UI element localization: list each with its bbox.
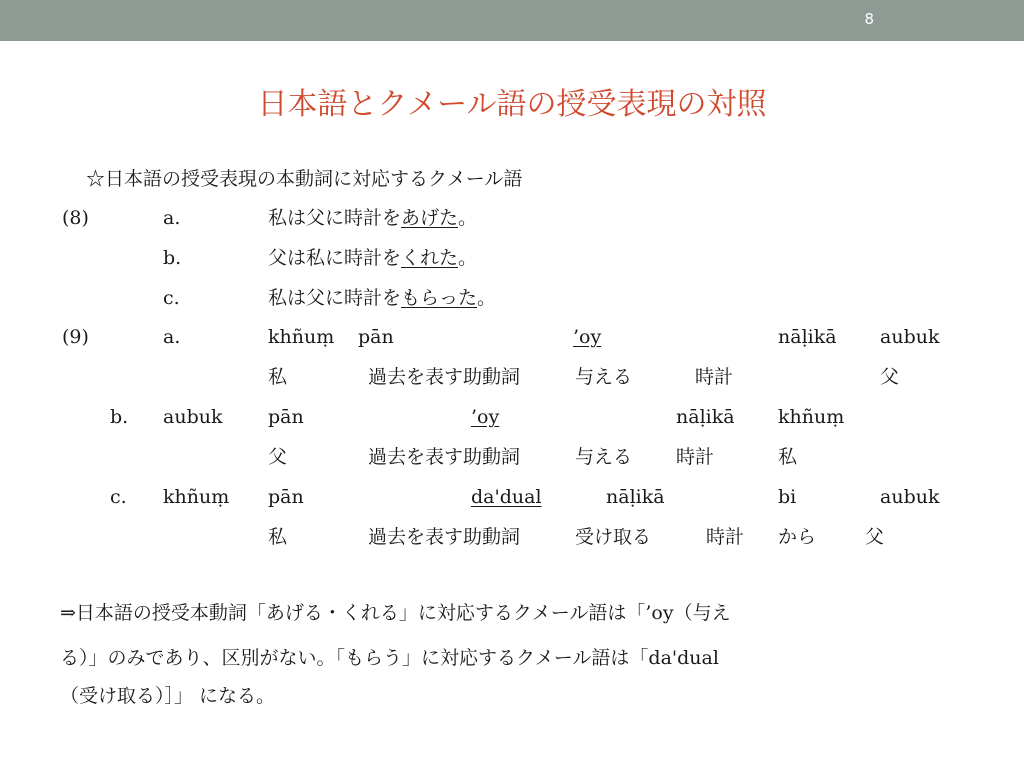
example-8a-label: a. bbox=[163, 207, 181, 229]
intro-line: ☆日本語の授受表現の本動詞に対応するクメール語 bbox=[86, 168, 523, 190]
sentence-text: 私は父に時計を bbox=[268, 207, 402, 229]
gloss-word: 過去を表す助動詞 bbox=[368, 366, 521, 388]
example-9-number: (9) bbox=[62, 326, 89, 348]
conclusion-line-1: ⇒日本語の授受本動詞「あげる・くれる」に対応するクメール語は「’oy（与え bbox=[60, 602, 731, 624]
sentence-text: 父は私に時計を bbox=[268, 247, 402, 269]
khmer-word: nāḷikā bbox=[606, 486, 665, 508]
gloss-word: から bbox=[778, 526, 817, 548]
gloss-word: 時計 bbox=[706, 526, 745, 548]
gloss-word: 与える bbox=[575, 446, 633, 468]
gloss-word: 父 bbox=[268, 446, 288, 468]
khmer-word: khñuṃ bbox=[163, 486, 230, 508]
sentence-end: 。 bbox=[477, 287, 497, 309]
example-9b-label: b. bbox=[110, 406, 129, 428]
khmer-word: pān bbox=[358, 326, 394, 348]
gloss-word: 与える bbox=[575, 366, 633, 388]
underlined-verb: くれた bbox=[401, 247, 459, 269]
example-9c-label: c. bbox=[110, 486, 127, 508]
gloss-word: 受け取る bbox=[575, 526, 652, 548]
slide-title: 日本語とクメール語の授受表現の対照 bbox=[257, 87, 767, 122]
khmer-word: aubuk bbox=[880, 326, 940, 348]
example-8a-sentence bbox=[268, 206, 477, 230]
conclusion-line-2: る）」のみであり、区別がない。「もらう」に対応するクメール語は「da'dual bbox=[60, 647, 719, 669]
example-8c-sentence bbox=[268, 286, 496, 310]
khmer-word-underlined: da'dual bbox=[471, 486, 542, 508]
khmer-word: aubuk bbox=[163, 406, 223, 428]
khmer-word: aubuk bbox=[880, 486, 940, 508]
khmer-word-underlined: ’oy bbox=[471, 406, 500, 428]
khmer-word: bi bbox=[778, 486, 797, 508]
underlined-verb: あげた bbox=[401, 207, 459, 229]
khmer-word: khñuṃ bbox=[778, 406, 845, 428]
page-number: 8 bbox=[864, 10, 874, 28]
header-bar bbox=[0, 0, 1024, 41]
gloss-word: 過去を表す助動詞 bbox=[368, 446, 521, 468]
khmer-word: pān bbox=[268, 406, 304, 428]
sentence-text: 私は父に時計を bbox=[268, 287, 402, 309]
example-8-number: (8) bbox=[62, 207, 89, 229]
gloss-word: 過去を表す助動詞 bbox=[368, 526, 521, 548]
gloss-word: 私 bbox=[778, 446, 798, 468]
gloss-word: 父 bbox=[865, 526, 885, 548]
conclusion-line-3: （受け取る）］」 になる。 bbox=[60, 685, 276, 707]
khmer-word: pān bbox=[268, 486, 304, 508]
sentence-end: 。 bbox=[458, 207, 478, 229]
gloss-word: 時計 bbox=[676, 446, 715, 468]
underlined-verb: もらった bbox=[401, 287, 478, 309]
khmer-word: khñuṃ bbox=[268, 326, 335, 348]
example-9a-label: a. bbox=[163, 326, 181, 348]
khmer-word: nāḷikā bbox=[676, 406, 735, 428]
gloss-word: 私 bbox=[268, 526, 288, 548]
example-8b-sentence bbox=[268, 246, 477, 270]
gloss-word: 父 bbox=[880, 366, 900, 388]
khmer-word: nāḷikā bbox=[778, 326, 837, 348]
example-8c-label: c. bbox=[163, 287, 180, 309]
gloss-word: 時計 bbox=[695, 366, 734, 388]
example-8b-label: b. bbox=[163, 247, 182, 269]
khmer-word-underlined: ’oy bbox=[573, 326, 602, 348]
sentence-end: 。 bbox=[458, 247, 478, 269]
gloss-word: 私 bbox=[268, 366, 288, 388]
